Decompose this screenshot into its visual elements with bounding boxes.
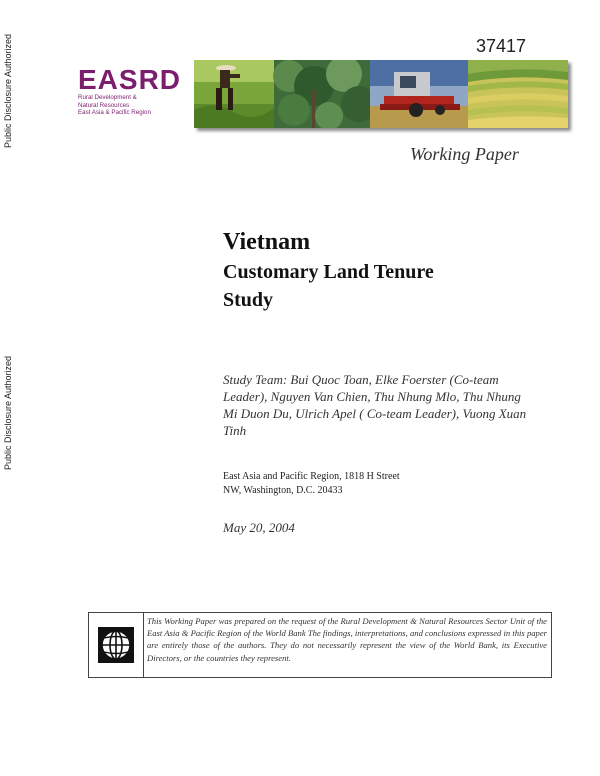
disclosure-notice-top: Public Disclosure Authorized bbox=[3, 33, 13, 148]
logo-line-2: Natural Resources bbox=[78, 101, 130, 109]
logo-line-3: East Asia & Pacific Region bbox=[78, 109, 151, 117]
disclaimer-box bbox=[88, 612, 552, 678]
study-team: Study Team: Bui Quoc Toan, Elke Foerster (Co-team Leader), Nguyen Van Chien, Thu Nhung Mlo, Thu Nhung Mi Duon Du, Ulrich Apel ( Co-team Leader), Vuong Xuan Tinh bbox=[223, 372, 527, 438]
logo-acronym: EASRD bbox=[78, 64, 182, 95]
series-label: Working Paper bbox=[410, 144, 519, 164]
cover-banner-image bbox=[194, 60, 568, 128]
rice-terraces-photo bbox=[468, 60, 568, 128]
farmer-in-field-photo bbox=[194, 60, 274, 128]
easrd-logo bbox=[78, 66, 190, 122]
disclaimer-icon-cell bbox=[89, 613, 144, 677]
world-bank-globe-icon bbox=[98, 627, 134, 663]
disclosure-notice-middle: Public Disclosure Authorized bbox=[3, 355, 13, 470]
title-line-3: Study bbox=[223, 289, 274, 311]
title-line-1: Vietnam bbox=[223, 229, 311, 255]
publication-date: May 20, 2004 bbox=[223, 520, 295, 535]
logo-line-1: Rural Development & bbox=[78, 94, 137, 101]
address-line-2: NW, Washington, D.C. 20433 bbox=[223, 485, 343, 496]
title-line-2: Customary Land Tenure bbox=[223, 261, 434, 283]
disclaimer-text: This Working Paper was prepared on the request of the Rural Development & Natural Resources Sector Unit of the East Asia & Pacific Region of the World Bank The findings, interpretations, and conclusions expressed in this paper are entirely those of the authors. They do not necessarily represent the view of the World Bank, its Executive Directors, or the countries they represent. bbox=[147, 616, 547, 663]
report-number: 37417 bbox=[476, 36, 527, 56]
address bbox=[223, 470, 453, 498]
address-line-1: East Asia and Pacific Region, 1818 H Street bbox=[223, 471, 400, 482]
harvester-photo bbox=[370, 60, 468, 128]
forest-photo bbox=[273, 60, 377, 128]
